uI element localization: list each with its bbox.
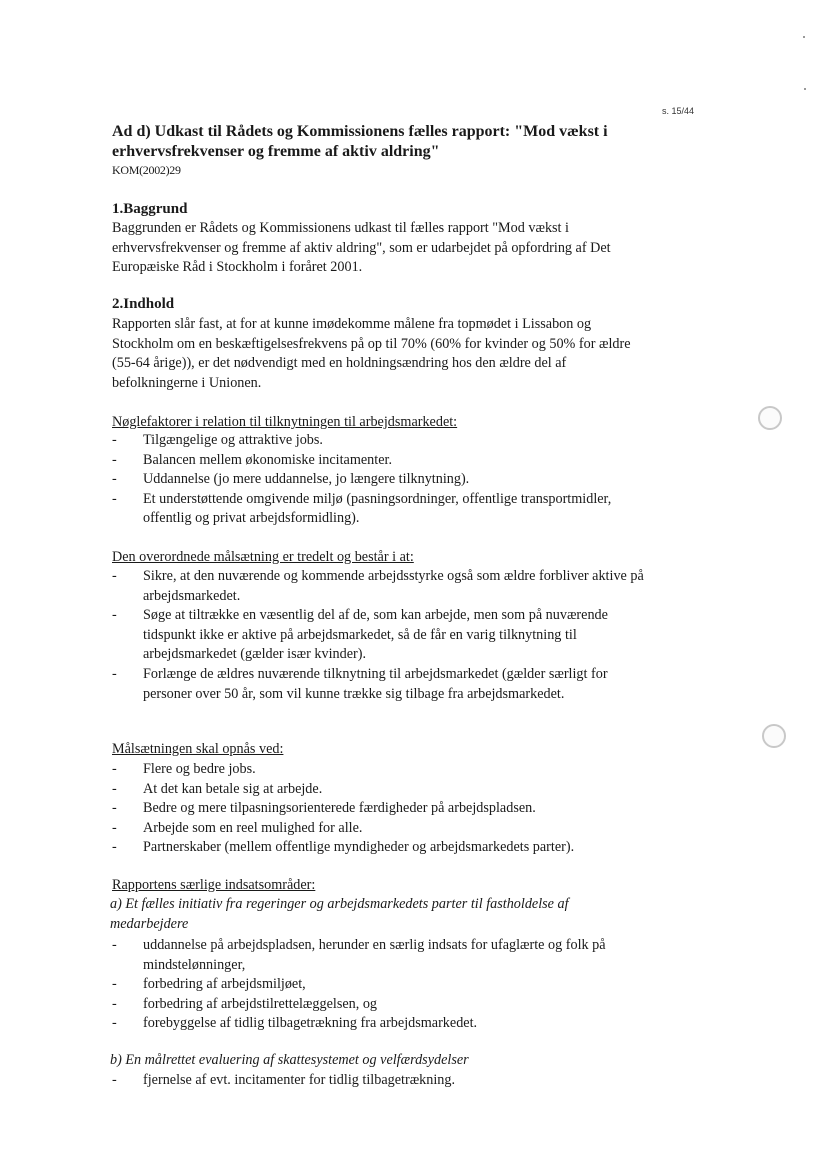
list-item: - Flere og bedre jobs. (112, 761, 256, 777)
punch-hole-icon (758, 406, 782, 430)
list-item: - Uddannelse (jo mere uddannelse, jo længere tilknytning). (112, 471, 470, 488)
scan-speck (803, 36, 805, 38)
document-title: Ad d) Udkast til Rådets og Kommissionens fælles rapport: "Mod vækst i erhvervsfrekvenser og fremme af aktiv aldring" (112, 123, 608, 160)
focus-area-a-title: a) Et fælles initiativ fra regeringer og arbejdsmarkedets parter til fastholdelse af medarbejdere (110, 896, 569, 932)
section-text-baggrund: Baggrunden er Rådets og Kommissionens udkast til fælles rapport "Mod vækst i erhvervsfrekvenser og fremme af aktiv aldring", som er udarbejdet på opfordring af Det Europæiske Råd i Stockholm i foråret 2001. (112, 220, 611, 276)
list-item: - forbedring af arbejdsmiljøet, (112, 976, 306, 993)
key-factors-list (112, 431, 652, 529)
list-item: - uddannelse på arbejdspladsen, herunder en særlig indsats for ufaglærte og folk på mindstelønninger, (112, 937, 606, 973)
means-heading: Målsætningen skal opnås ved: (112, 741, 284, 757)
list-item: - fjernelse af evt. incitamenter for tidlig tilbagetrækning. (112, 1072, 456, 1088)
list-item: - Bedre og mere tilpasningsorienterede færdigheder på arbejdspladsen. (112, 800, 536, 817)
punch-hole-icon (762, 724, 786, 748)
list-item: - Tilgængelige og attraktive jobs. (112, 432, 323, 448)
key-factors-heading: Nøglefaktorer i relation til tilknytningen til arbejdsmarkedet: (112, 414, 458, 430)
goals-list (112, 567, 652, 704)
focus-area-b-list (112, 1071, 652, 1091)
focus-areas-heading: Rapportens særlige indsatsområder: (112, 877, 316, 893)
list-item: - Forlænge de ældres nuværende tilknytning til arbejdsmarkedet (gælder særligt for personer over 50 år, som vil kunne trække sig tilbage fra arbejdsmarkedet. (112, 665, 608, 702)
scan-speck (804, 88, 806, 90)
list-item: - Sikre, at den nuværende og kommende arbejdsstyrke også som ældre forbliver aktive på arbejdsmarkedet. (112, 568, 644, 604)
means-list (112, 760, 652, 858)
document-reference: KOM(2002)29 (112, 163, 181, 177)
goals-heading: Den overordnede målsætning er tredelt og består i at: (112, 549, 414, 565)
focus-area-a-list (112, 936, 652, 1034)
list-item: - At det kan betale sig at arbejde. (112, 780, 323, 797)
focus-area-b-title: b) En målrettet evaluering af skattesystemet og velfærdsydelser (110, 1052, 469, 1068)
list-item: - Et understøttende omgivende miljø (pasningsordninger, offentlige transportmidler, offentlig og privat arbejdsformidling). (112, 490, 612, 527)
section-heading-baggrund: 1.Baggrund (112, 201, 188, 217)
list-item: - Partnerskaber (mellem offentlige myndigheder og arbejdsmarkedets parter). (112, 839, 575, 856)
page-number: s. 15/44 (662, 106, 695, 116)
list-item: - Balancen mellem økonomiske incitamenter. (112, 451, 392, 468)
list-item: - forebyggelse af tidlig tilbagetrækning fra arbejdsmarkedet. (112, 1015, 478, 1032)
list-item: - Arbejde som en reel mulighed for alle. (112, 819, 363, 836)
section-heading-indhold: 2.Indhold (112, 296, 175, 312)
section-text-indhold: Rapporten slår fast, at for at kunne imødekomme målene fra topmødet i Lissabon og Stockholm om en beskæftigelsesfrekvens på op til 70% (60% for kvinder og 50% for ældre (55-64 årige)), er det nødvendigt med en holdningsændring hos den ældre del af befolkningerne i Unionen. (112, 316, 631, 391)
list-item: - forbedring af arbejdstilrettelæggelsen, og (112, 995, 378, 1012)
list-item: - Søge at tiltrække en væsentlig del af de, som kan arbejde, men som på nuværende tidspunkt ikke er aktive på arbejdsmarkedet, så de får en varig tilknytning til arbejdsmarkedet (gælder især kvinder). (112, 607, 608, 663)
